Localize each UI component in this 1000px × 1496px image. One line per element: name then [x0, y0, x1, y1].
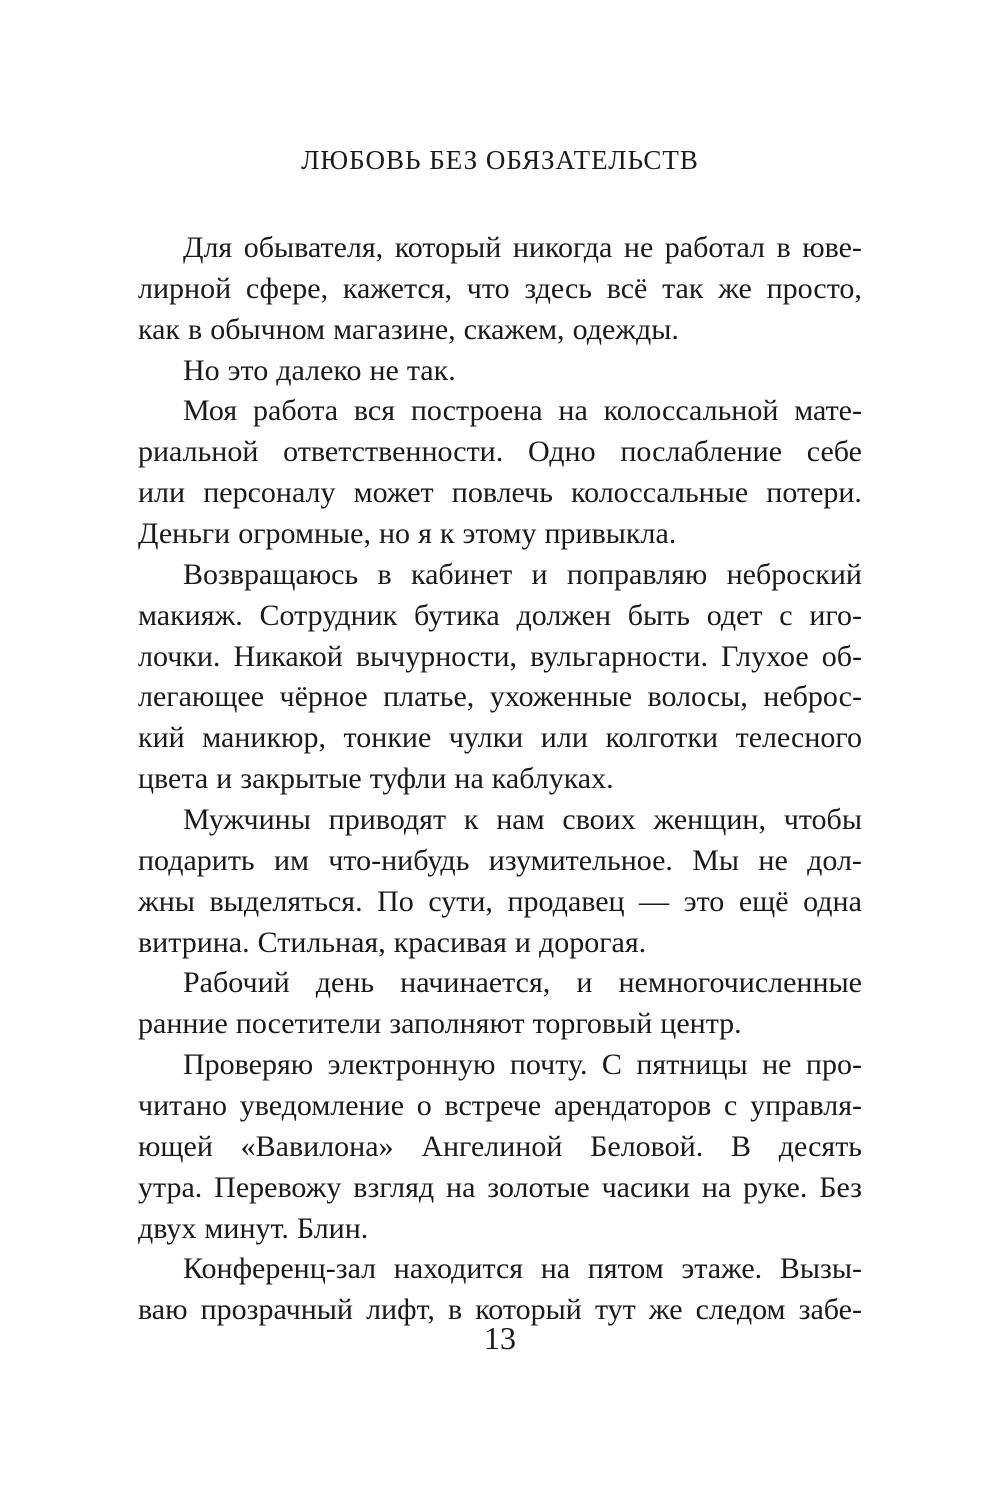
running-header: ЛЮБОВЬ БЕЗ ОБЯЗАТЕЛЬСТВ [301, 145, 699, 175]
text-line: Моя работа вся построена на колоссальной мате- [183, 394, 862, 428]
text-line: кий маникюр, тонкие чулки или колготки телесного [138, 721, 862, 755]
text-line: как в обычном магазине, скажем, одежды. [138, 312, 679, 346]
text-line: или персоналу может повлечь колоссальные потери. [138, 476, 862, 510]
text-line: утра. Перевожу взгляд на золотые часики на руке. Без [138, 1170, 862, 1204]
text-line: лочки. Никакой вычурности, вульгарности. Глухое об- [138, 639, 862, 673]
text-line: риальной ответственности. Одно послабление себе [138, 435, 862, 469]
text-line: Но это далеко не так. [183, 353, 456, 387]
text-line: витрина. Стильная, красивая и дорогая. [138, 925, 647, 959]
text-line: ваю прозрачный лифт, в который тут же следом забе- [138, 1293, 862, 1327]
text-line: лирной сфере, кажется, что здесь всё так же просто, [138, 271, 862, 305]
text-line: легающее чёрное платье, ухоженные волосы, неброс- [138, 680, 862, 714]
text-line: Рабочий день начинается, и немногочисленные [183, 966, 862, 1000]
page-number: 13 [484, 1320, 516, 1356]
text-line: Мужчины приводят к нам своих женщин, чтобы [183, 803, 862, 837]
text-line: Конференц-зал находится на пятом этаже. Вызы- [183, 1252, 862, 1286]
text-line: Для обывателя, который никогда не работал в юве- [183, 231, 862, 264]
text-line: Проверяю электронную почту. С пятницы не про- [183, 1048, 862, 1082]
text-line: подарить им что-нибудь изумительное. Мы не дол- [138, 843, 862, 877]
text-line: Деньги огромные, но я к этому привыкла. [138, 517, 677, 551]
text-line: жны выделяться. По сути, продавец — это ещё одна [138, 884, 862, 918]
text-line: цвета и закрытые туфли на каблуках. [138, 762, 614, 796]
text-line: ющей «Вавилона» Ангелиной Беловой. В десять [138, 1129, 862, 1163]
text-line: Возвращаюсь в кабинет и поправляю неброский [183, 557, 862, 591]
body-text [138, 228, 862, 1331]
text-line: макияж. Сотрудник бутика должен быть одет с иго- [138, 598, 862, 632]
text-line: ранние посетители заполняют торговый центр. [138, 1007, 742, 1041]
text-line: двух минут. Блин. [138, 1211, 369, 1245]
text-line: читано уведомление о встрече арендаторов с управля- [138, 1089, 862, 1123]
